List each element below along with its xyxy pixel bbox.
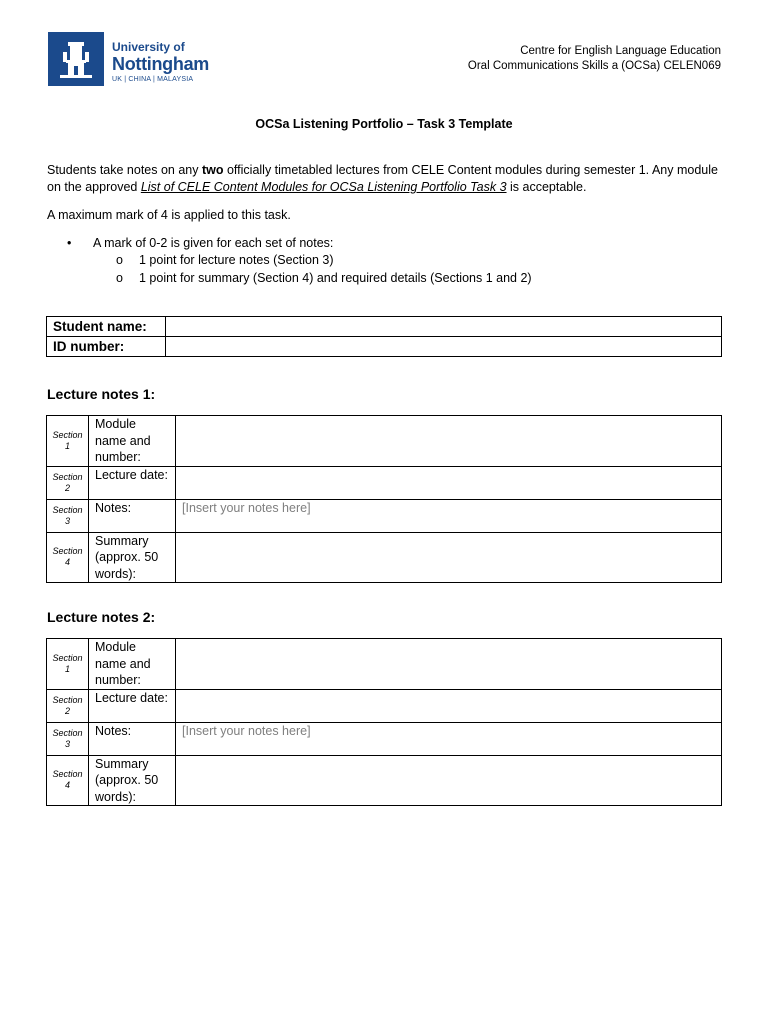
course-name: Oral Communications Skills a (OCSa) CELEN069 xyxy=(467,60,721,72)
field-label: Lecture date: xyxy=(89,466,176,499)
section-label: Section 4 xyxy=(47,755,89,806)
bullet-marker: • xyxy=(67,236,72,250)
summary-field[interactable] xyxy=(176,532,722,583)
section-label: Section 3 xyxy=(47,499,89,532)
field-label: Notes: xyxy=(89,722,176,755)
field-label: Lecture date: xyxy=(89,689,176,722)
table-row xyxy=(47,499,722,532)
sub-bullet-text: 1 point for lecture notes (Section 3) xyxy=(139,253,334,267)
sub-bullet-marker: o xyxy=(116,253,123,267)
lecture-date-field[interactable] xyxy=(176,466,722,499)
student-name-field[interactable] xyxy=(166,317,722,337)
centre-name: Centre for English Language Education xyxy=(520,45,721,57)
id-number-row xyxy=(47,337,722,357)
field-label: Summary (approx. 50 words): xyxy=(89,532,176,583)
lecture-notes-1-heading: Lecture notes 1: xyxy=(47,386,156,402)
student-name-label: Student name: xyxy=(47,317,166,337)
intro-text-2: officially timetabled lectures from CELE Content modules during semester 1. Any module on the approved xyxy=(47,163,718,194)
sub-bullet-marker: o xyxy=(116,271,123,285)
table-row xyxy=(47,466,722,499)
field-label: Module name and number: xyxy=(89,416,176,467)
lecture-date-field[interactable] xyxy=(176,689,722,722)
module-name-field[interactable] xyxy=(176,639,722,690)
field-label: Notes: xyxy=(89,499,176,532)
field-label: Summary (approx. 50 words): xyxy=(89,755,176,806)
summary-field[interactable] xyxy=(176,755,722,806)
max-mark-text: A maximum mark of 4 is applied to this task. xyxy=(47,208,291,222)
module-name-field[interactable] xyxy=(176,416,722,467)
student-name-row xyxy=(47,317,722,337)
intro-paragraph xyxy=(47,162,727,196)
field-label: Module name and number: xyxy=(89,639,176,690)
table-row xyxy=(47,416,722,467)
section-label: Section 1 xyxy=(47,639,89,690)
sub-bullet-text: 1 point for summary (Section 4) and required details (Sections 1 and 2) xyxy=(139,271,532,285)
logo-line-1: University of xyxy=(112,40,185,54)
module-list-link[interactable]: List of CELE Content Modules for OCSa Listening Portfolio Task 3 xyxy=(140,180,507,194)
table-row xyxy=(47,532,722,583)
lecture-notes-2-heading: Lecture notes 2: xyxy=(47,609,156,625)
intro-text-3: is acceptable. xyxy=(506,180,587,194)
bullet-text: A mark of 0-2 is given for each set of notes: xyxy=(93,236,334,250)
lecture-notes-1-table xyxy=(46,415,722,583)
crest-icon xyxy=(48,32,104,86)
section-label: Section 1 xyxy=(47,416,89,467)
logo-line-2: Nottingham xyxy=(112,54,209,74)
id-number-label: ID number: xyxy=(47,337,166,357)
table-row xyxy=(47,639,722,690)
student-table xyxy=(46,316,722,357)
id-number-field[interactable] xyxy=(166,337,722,357)
table-row xyxy=(47,722,722,755)
section-label: Section 2 xyxy=(47,689,89,722)
table-row xyxy=(47,689,722,722)
section-label: Section 2 xyxy=(47,466,89,499)
header-info xyxy=(468,44,721,74)
document-title: OCSa Listening Portfolio – Task 3 Template xyxy=(255,117,513,131)
university-logo xyxy=(48,31,209,87)
intro-bold: two xyxy=(201,163,224,177)
notes-field[interactable]: [Insert your notes here] xyxy=(176,499,722,532)
logo-line-3: UK | CHINA | MALAYSIA xyxy=(112,76,194,83)
intro-text-1: Students take notes on any xyxy=(47,163,202,177)
section-label: Section 4 xyxy=(47,532,89,583)
table-row xyxy=(47,755,722,806)
section-label: Section 3 xyxy=(47,722,89,755)
lecture-notes-2-table xyxy=(46,638,722,806)
notes-field[interactable]: [Insert your notes here] xyxy=(176,722,722,755)
